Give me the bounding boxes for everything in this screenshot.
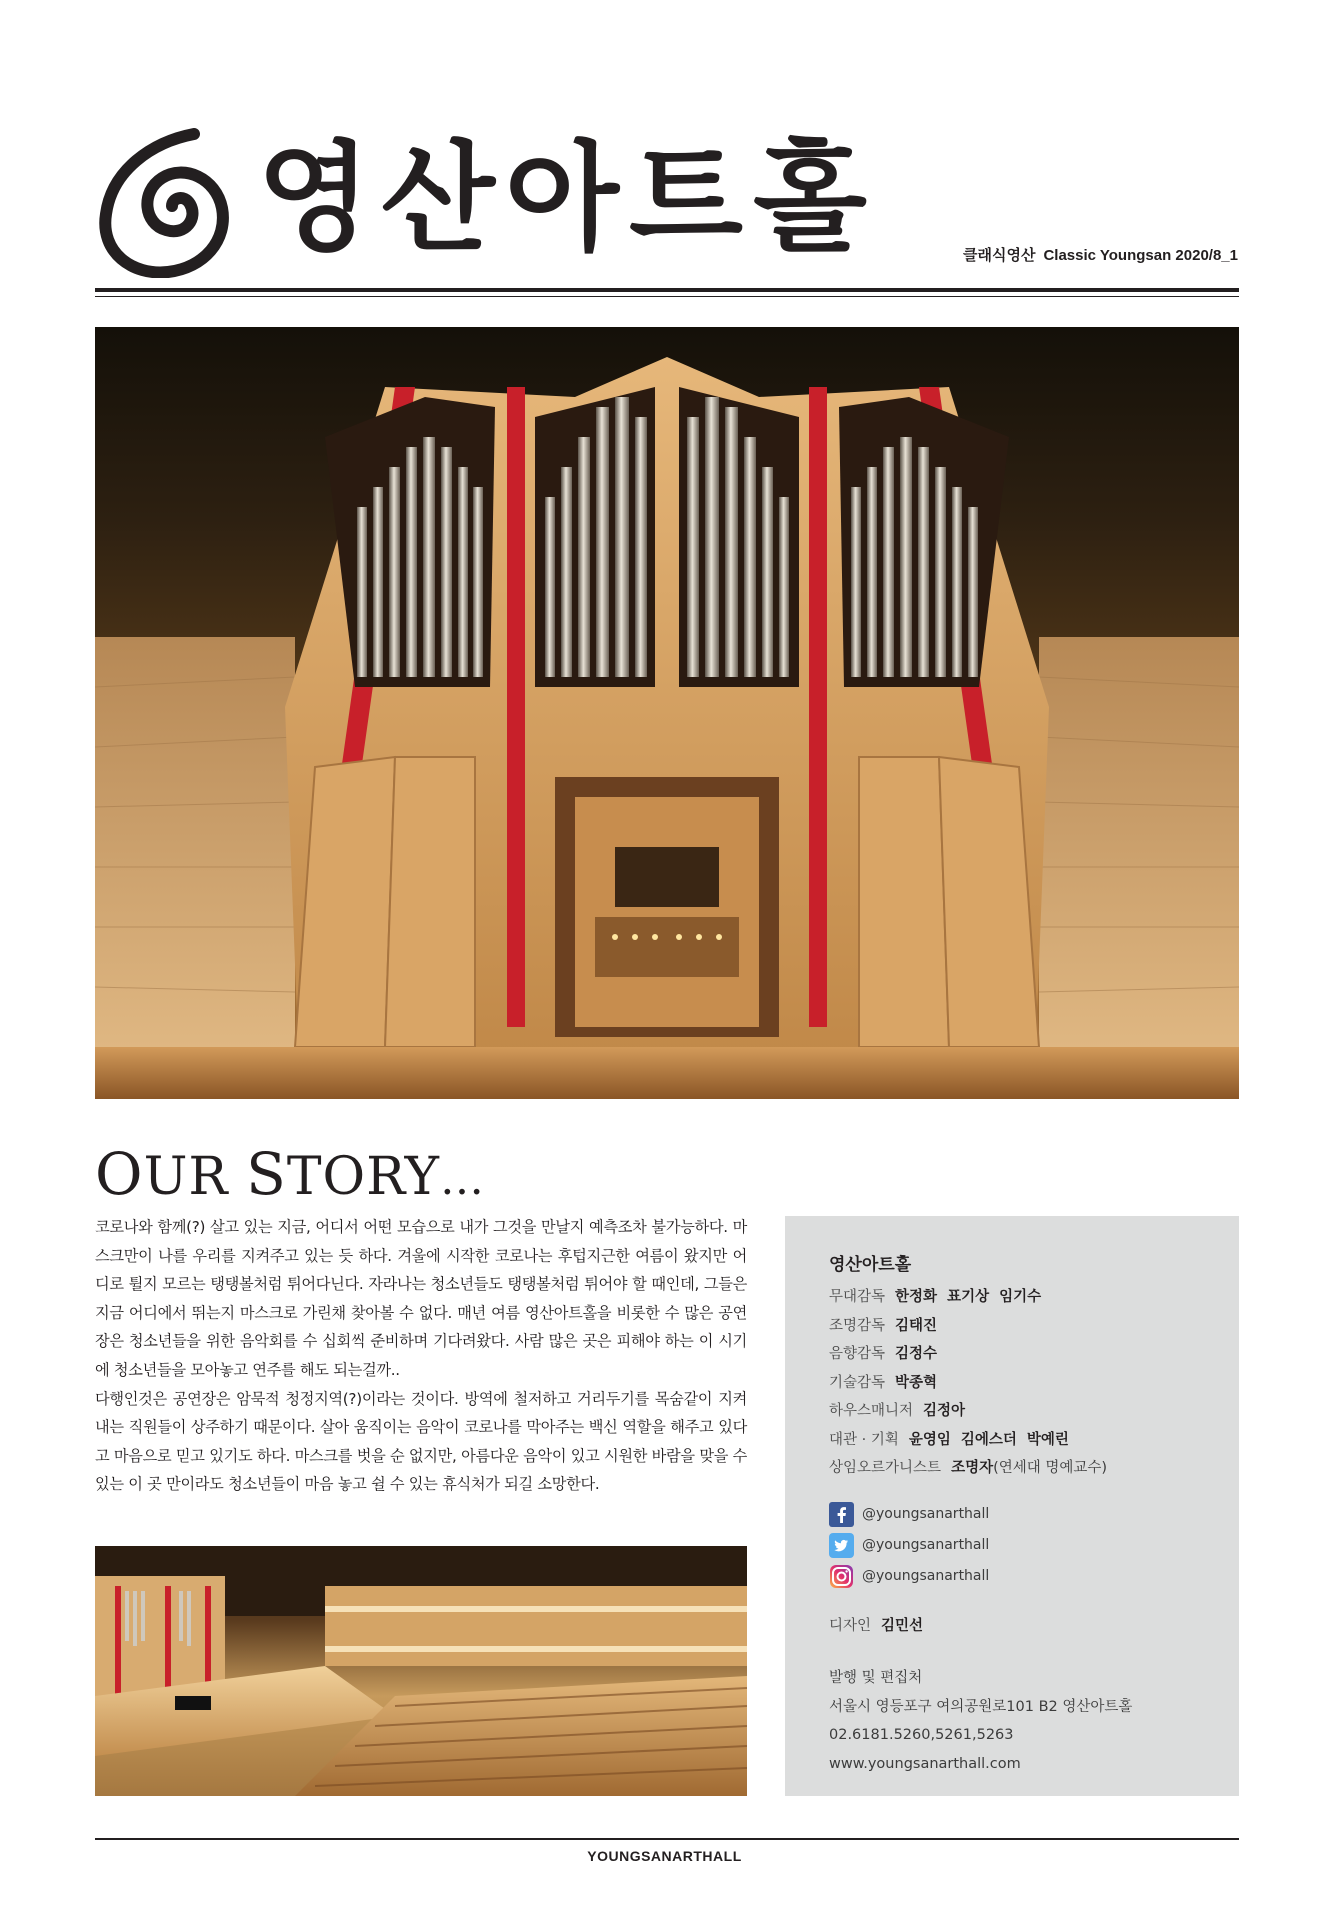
- story-paragraph: 다행인것은 공연장은 암묵적 청정지역(?)이라는 것이다. 방역에 철저하고 거리두기를 목숨같이 지켜내는 직원들이 상주하기 때문이다. 살아 움직이는 음악이 코로나를 막아주는 백신 역할을 해주고 있다고 마음으로 믿고 있기도 하다. 마스크를 벗을 순 없지만, 아름다운 음악이 있고 시원한 바람을 맞을 수 있는 이 곳 만이라도 청소년들이 마음 놓고 쉴 수 있는 휴식처가 되길 소망한다.: [95, 1389, 747, 1494]
- social-links: [829, 1499, 1219, 1592]
- designer-credit: 디자인 김민선: [829, 1617, 924, 1634]
- publisher-phone: 02.6181.5260,5261,5263: [829, 1727, 1014, 1743]
- spiral-logo-icon: [92, 128, 242, 278]
- publisher-website[interactable]: www.youngsanarthall.com: [829, 1755, 1021, 1772]
- footer-rule: [95, 1838, 1239, 1840]
- publisher-info: [829, 1664, 1219, 1778]
- footer-label: YOUNGSANARTHALL: [587, 1848, 742, 1864]
- facebook-icon: [829, 1502, 854, 1527]
- story-paragraph: 코로나와 함께(?) 살고 있는 지금, 어디서 어떤 모습으로 내가 그것을 만날지 예측조차 불가능하다. 마스크만이 나를 우리를 지켜주고 있는 듯 하다. 겨울에 시작한 코로나는 후텁지근한 여름이 왔지만 어디로 튈지 모르는 탱탱볼처럼 튀어다닌다. 자라나는 청소년들도 탱탱볼처럼 튀어야 할 때인데, 그들은 지금 어디에서 뛰는지 마스크로 가린채 찾아볼 수 없다. 매년 여름 영산아트홀을 비롯한 수 많은 공연장은 청소년들을 위한 음악회를 수 십회씩 준비하며 기다려왔다. 사람 많은 곳은 피해야 하는 이 시기에 청소년들을 모아놓고 연주를 해도 되는걸까..: [95, 1218, 747, 1379]
- staff-row: 무대감독 한정화 표기상 임기수: [829, 1289, 1042, 1305]
- header-rule-thin: [95, 296, 1239, 297]
- staff-row: 조명감독 김태진: [829, 1317, 938, 1334]
- credits-title: 영산아트홀: [829, 1255, 912, 1275]
- staff-row: 하우스매니저 김정아: [829, 1403, 966, 1419]
- staff-row: 기술감독 박종혁: [829, 1374, 938, 1391]
- publisher-address: 서울시 영등포구 여의공원로101 B2 영산아트홀: [829, 1698, 1133, 1715]
- staff-row: 상임오르가니스트 조명자(연세대 명예교수): [829, 1460, 1108, 1476]
- staff-row: 음향감독 김정수: [829, 1346, 938, 1362]
- story-body: [95, 1213, 747, 1499]
- story-title: OUR STORY…: [95, 1140, 486, 1208]
- issue-label: [963, 244, 1238, 265]
- staff-row: 대관 · 기획 윤영임 김에스더 박예린: [829, 1431, 1069, 1448]
- instagram-icon: [829, 1564, 854, 1589]
- issue-date: Classic Youngsan 2020/8_1: [1043, 247, 1238, 264]
- pipe-organ-photo: [95, 327, 1239, 1099]
- social-twitter[interactable]: @youngsanarthall: [829, 1530, 1219, 1561]
- publisher-label: 발행 및 편집처: [829, 1670, 923, 1686]
- social-facebook[interactable]: @youngsanarthall: [829, 1499, 1219, 1530]
- concert-hall-illustration: [95, 1546, 747, 1796]
- twitter-icon: [829, 1533, 854, 1558]
- masthead-title: 영산아트홀: [257, 129, 877, 267]
- social-instagram[interactable]: @youngsanarthall: [829, 1561, 1219, 1592]
- credits-box: [785, 1216, 1239, 1796]
- pipe-organ-illustration: [95, 327, 1239, 1099]
- masthead-logo: [92, 118, 952, 278]
- header-rule: [95, 288, 1239, 292]
- concert-hall-photo: [95, 1546, 747, 1796]
- issue-prefix: 클래식영산: [962, 247, 1036, 264]
